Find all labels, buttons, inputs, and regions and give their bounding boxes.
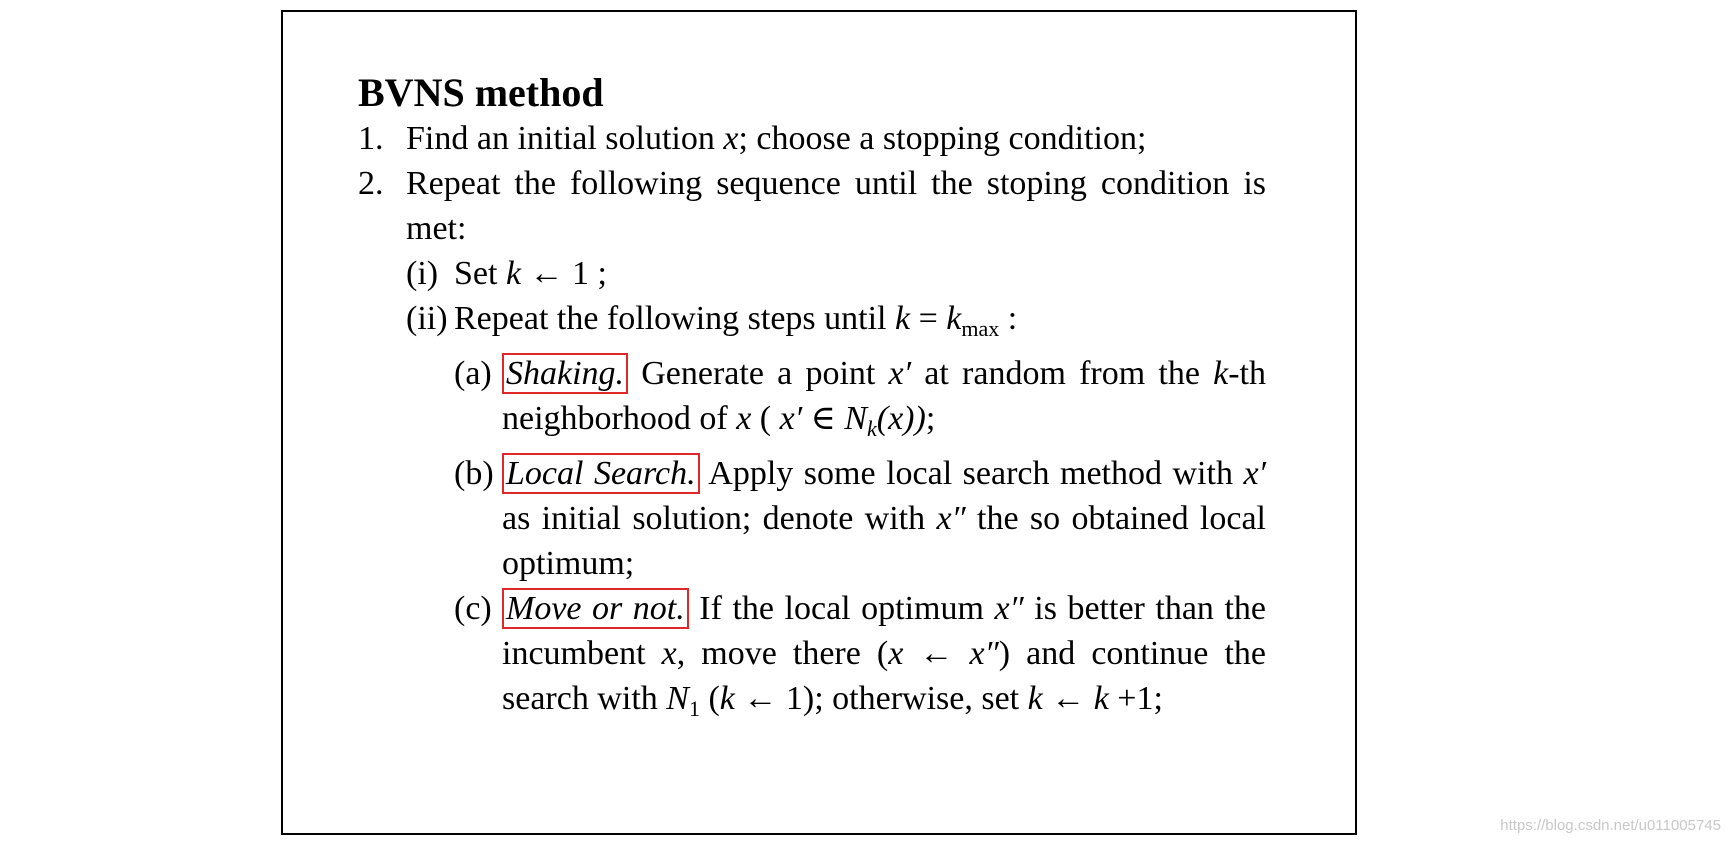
item-text: ( — [699, 680, 720, 717]
arrow-symbol: ← — [1042, 680, 1094, 717]
item-text: Apply some local search method with — [699, 455, 1244, 492]
equals-sign: = — [910, 300, 947, 337]
variable-x-prime: x′ — [779, 400, 803, 437]
item-text: as initial solution; denote with — [502, 500, 937, 537]
item-c-move-or-not — [454, 586, 1266, 731]
item-text: ) and continue the search with — [502, 635, 1267, 717]
item-text: the so obtained local optimum; — [502, 500, 1266, 582]
item-a-shaking — [454, 351, 1266, 451]
substep-text: : — [999, 300, 1018, 337]
step-1 — [358, 116, 1266, 161]
variable-x-double-prime: x″ — [994, 590, 1024, 627]
variable-k: k — [1213, 355, 1229, 392]
item-number: (b) — [454, 455, 494, 492]
substep-i — [406, 251, 1266, 296]
variable-x-prime: x′ — [1243, 455, 1266, 492]
variable-x: x — [661, 635, 677, 672]
item-text: is better than the incumbent — [502, 590, 1266, 672]
item-text: If the local optimum — [688, 590, 995, 627]
variable-x: x — [888, 635, 904, 672]
item-text: ← 1); otherwise, set — [734, 680, 1028, 717]
step-number: 2. — [358, 165, 384, 202]
step-number: 1. — [358, 120, 384, 157]
variable-k: k — [1093, 680, 1109, 717]
highlighted-label: Local Search. — [502, 453, 700, 494]
item-b-local-search — [454, 451, 1266, 586]
element-of-symbol: ∈ — [802, 400, 845, 437]
variable-x-double-prime: x″ — [936, 500, 966, 537]
item-number: (c) — [454, 590, 492, 627]
substep-text: Repeat the following steps until — [454, 300, 895, 337]
step-text: Find an initial solution — [406, 120, 724, 157]
item-text: Generate a point — [628, 355, 889, 392]
variable-k: k — [946, 300, 962, 337]
step-text: ; choose a stopping condition; — [738, 120, 1147, 157]
variable-k: k — [505, 255, 522, 292]
variable-k: k — [895, 300, 911, 337]
highlighted-label: Shaking. — [502, 353, 628, 394]
item-text: ; — [925, 400, 936, 437]
neighborhood-argument: (x)) — [876, 400, 926, 437]
variable-x-prime: x′ — [888, 355, 912, 392]
item-number: (a) — [454, 355, 492, 392]
variable-k: k — [1027, 680, 1043, 717]
substep-number: (ii) — [406, 300, 448, 337]
arrow-symbol: ← — [903, 635, 970, 672]
item-text: -th neighborhood of — [502, 355, 1267, 437]
neighborhood-N: N — [844, 400, 867, 437]
substep-text: Set — [454, 255, 506, 292]
watermark-url: https://blog.csdn.net/u011005745 — [1500, 817, 1721, 834]
substep-ii — [406, 296, 1266, 351]
algorithm-title: BVNS method — [358, 70, 604, 115]
subscript-max: max — [961, 316, 1000, 341]
substep-text: ← 1 ; — [521, 255, 607, 292]
variable-k: k — [719, 680, 735, 717]
variable-x: x — [736, 400, 752, 437]
item-text: , move there ( — [676, 635, 889, 672]
neighborhood-N: N — [666, 680, 689, 717]
variable-x-double-prime: x″ — [969, 635, 999, 672]
item-text: ( — [751, 400, 780, 437]
subscript-k: k — [867, 416, 877, 441]
variable-x: x — [723, 120, 739, 157]
item-text: +1; — [1108, 680, 1163, 717]
substep-number: (i) — [406, 255, 439, 292]
subscript-1: 1 — [688, 696, 700, 721]
highlighted-label: Move or not. — [502, 588, 689, 629]
algorithm-block — [358, 70, 1266, 731]
step-2 — [358, 161, 1266, 251]
item-text: at random from the — [911, 355, 1214, 392]
step-text: Repeat the following sequence until the stoping condition is met: — [406, 165, 1266, 247]
